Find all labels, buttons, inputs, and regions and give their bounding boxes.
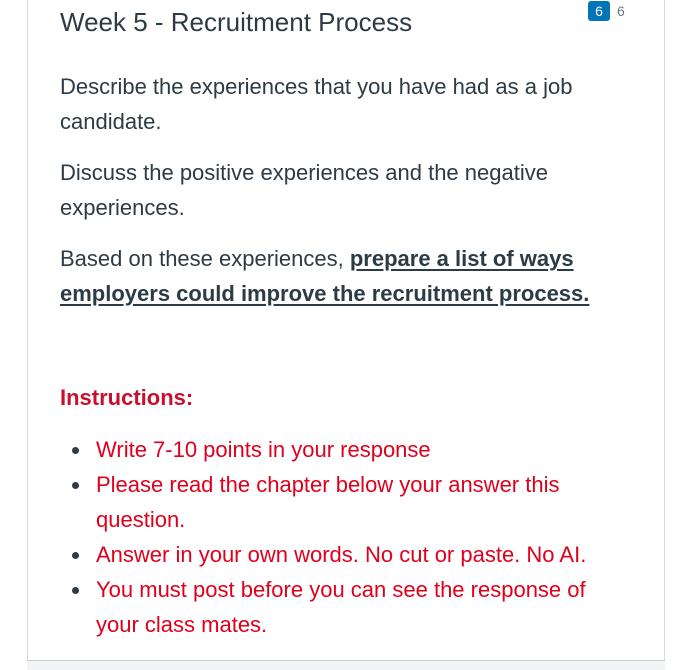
page-title: Week 5 - Recruitment Process bbox=[60, 7, 413, 37]
instruction-text: Please read the chapter below your answer this question. bbox=[96, 472, 560, 532]
prompt-paragraph-experiences: Describe the experiences that you have had as a job candidate. bbox=[60, 74, 573, 134]
bullet-icon bbox=[72, 552, 79, 559]
card-footer-divider bbox=[27, 660, 665, 670]
bullet-icon bbox=[72, 587, 79, 594]
bullet-icon bbox=[72, 447, 79, 454]
instruction-item bbox=[60, 467, 620, 537]
instruction-item bbox=[60, 432, 620, 467]
instruction-text: You must post before you can see the response of your class mates. bbox=[96, 577, 586, 637]
instruction-text: Answer in your own words. No cut or paste. No AI. bbox=[96, 542, 587, 567]
prompt-paragraph-discuss: Discuss the positive experiences and the negative experiences. bbox=[60, 160, 548, 220]
task-emphasis-text: prepare a list of ways employers could improve the recruitment process. bbox=[60, 246, 590, 306]
reply-count: 6 bbox=[617, 3, 625, 19]
task-lead-text: Based on these experiences, bbox=[60, 246, 350, 271]
instruction-item bbox=[60, 537, 620, 572]
instructions-list bbox=[60, 432, 620, 642]
unread-count-badge[interactable]: 6 bbox=[588, 1, 610, 21]
instruction-item bbox=[60, 572, 620, 642]
bullet-icon bbox=[72, 482, 79, 489]
prompt-paragraph-task bbox=[60, 241, 620, 311]
instructions-heading: Instructions: bbox=[60, 385, 194, 410]
instruction-text: Write 7-10 points in your response bbox=[96, 437, 431, 462]
